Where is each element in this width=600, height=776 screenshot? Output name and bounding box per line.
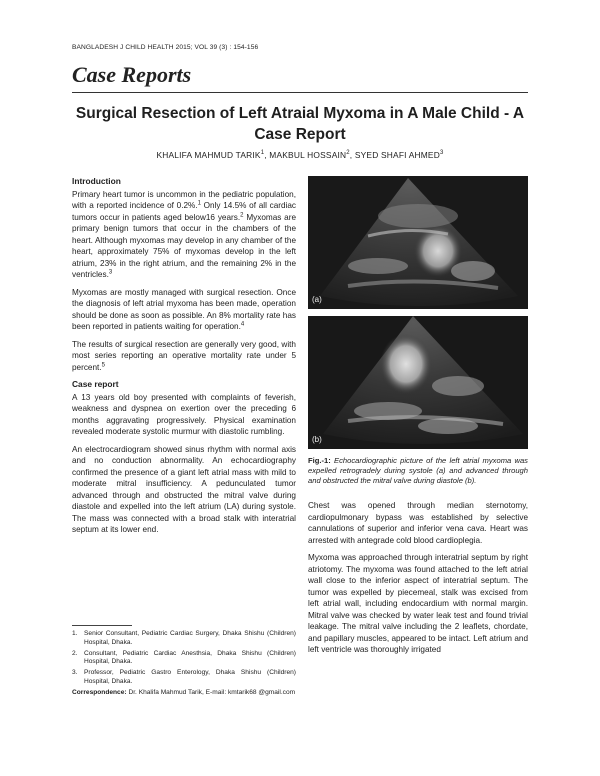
figure-caption-text: Echocardiographic picture of the left atrial myxoma was expelled retrogradely during systole (a) and advanced through and obstructed the mitral valve during diastole (b).: [308, 456, 528, 485]
case-paragraph-2: An electrocardiogram showed sinus rhythm with normal axis and no conduction abnormality. An echocardiography confirmed the presence of a giant left atrial mass with mild to moderate mitral insufficiency. A pedunculated tumor advanced through and obstructed the mitral valve during diastole and expelled into the left atrium (LA) during systole. The mass was connected with a broad stalk with interatrial septum at its lower end.: [72, 444, 296, 534]
correspondence-label: Correspondence:: [72, 688, 127, 696]
footnote-text: Consultant, Pediatric Cardiac Anesthsia, Dhaka Shishu (Children) Hospital, Dhaka.: [84, 649, 296, 666]
footnote-number: 1.: [72, 630, 78, 637]
correspondence: [72, 689, 296, 698]
echocardiogram-image-b: [308, 316, 528, 449]
footnote-item: [72, 650, 296, 668]
footnote-item: [72, 630, 296, 648]
article-title: Surgical Resection of Left Atraial Myxoma in A Male Child - A Case Report: [75, 105, 525, 143]
author-affiliation-mark: 1: [260, 150, 265, 157]
author-affiliation-mark: 3: [439, 150, 444, 157]
footnote-rule: [72, 625, 132, 626]
intro-paragraph-2: [72, 287, 296, 333]
figure-caption: [308, 456, 528, 486]
section-rule: [72, 92, 528, 93]
figure-caption-label: Fig.-1:: [308, 456, 331, 465]
intro-text: Primary heart tumor is uncommon in the pediatric population, with a reported incidence of 0.2%.: [72, 189, 296, 210]
footnote-number: 3.: [72, 669, 78, 677]
figure-panel-label: (a): [312, 294, 322, 304]
intro-paragraph-1: [72, 189, 296, 281]
footnote-item: [72, 669, 296, 687]
intro-text: The results of surgical resection are generally very good, with most series reporting an operative mortality rate under 5 percent.: [72, 339, 296, 372]
author-affiliation-mark: 2: [346, 150, 350, 157]
intro-paragraph-3: [72, 339, 296, 374]
running-head: BANGLADESH J CHILD HEALTH 2015; VOL 39 (3) : 154-156: [72, 44, 259, 51]
author-name: KHALIFA MAHMUD TARIK: [156, 150, 261, 160]
section-heading: Case Reports: [72, 62, 192, 87]
echocardiogram-image-a: [308, 176, 528, 309]
citation-mark: 5: [101, 361, 105, 368]
surgery-paragraph-1: Chest was opened through median sternotomy, cardiopulmonary bypass was established by selective cannulations of superior and inferior vena cava. Heart was arrested with antegrade cold blood cardioplegia.: [308, 501, 528, 545]
echocardiogram-graphic: [308, 176, 528, 309]
echocardiogram-graphic: [308, 316, 528, 449]
author-name: SYED SHAFI AHMED: [354, 150, 440, 160]
author-name: MAKBUL HOSSAIN: [269, 150, 347, 160]
case-report-heading: Case report: [72, 379, 119, 389]
intro-text: Myxomas are mostly managed with surgical resection. Once the diagnosis of left atrial myxoma has been made, operation should be done as soon as possible. An 8% mortality rate has been reported in patients waiting for operation.: [72, 287, 296, 331]
citation-mark: 1: [197, 200, 201, 207]
introduction-heading: Introduction: [72, 176, 121, 186]
footnote-number: 2.: [72, 649, 78, 657]
citation-mark: 2: [240, 211, 244, 218]
footnote-text: Senior Consultant, Pediatric Cardiac Surgery, Dhaka Shishu (Children) Hospital, Dhaka.: [84, 630, 296, 646]
intro-text: Myxomas are primary benign tumors that occur in the chambers of the heart. Although myxomas may develop in any chamber of the heart, approximately 75% of myxomas develop in the left atrium, 23% in the right atrium, and the remaining 2% in the ventricles.: [72, 212, 297, 279]
citation-mark: 4: [240, 321, 245, 328]
left-column: [72, 176, 296, 542]
correspondence-text: Dr. Khalifa Mahmud Tarik, E-mail: kmtarik68 @gmail.com: [128, 688, 296, 696]
intro-text: Only 14.5% of all cardiac tumors occur in patients aged below16 years.: [72, 201, 297, 222]
author-list: KHALIFA MAHMUD TARIK$^1$, MAKBUL HOSSAIN$^2$, SYED SHAFI AHMED$^3$: [156, 150, 444, 160]
right-column: [308, 176, 528, 662]
footnotes: [72, 630, 296, 698]
surgery-paragraph-2: Myxoma was approached through interatrial septum by right atriotomy. The myxoma was found attached to the left atrial wall close to the inferior aspect of interatrial septum. The tumor was expelled by piecemeal, stalk was excised from left atrial wall, including endocardium with normal margin. Mitral valve was checked by water leak test and found trivial leakage. The mitral valve including the 2 leaflets, chordate, and papillary muscles, appeared to be intact. Left atrium and left ventricle was thoroughly irrigated: [308, 553, 528, 654]
footnote-text: Professor, Pediatric Gastro Enterology, Dhaka Shishu (Children) Hospital, Dhaka.: [84, 669, 296, 685]
citation-mark: 3: [108, 269, 113, 276]
case-paragraph-1: A 13 years old boy presented with complaints of feverish, weakness and dyspnea on exertion over the preceding 6 months aggravating progressively. Physical examination revealed moderate systolic murmur with diastolic rumbling.: [72, 392, 296, 436]
figure-panel-label: (b): [312, 434, 322, 444]
